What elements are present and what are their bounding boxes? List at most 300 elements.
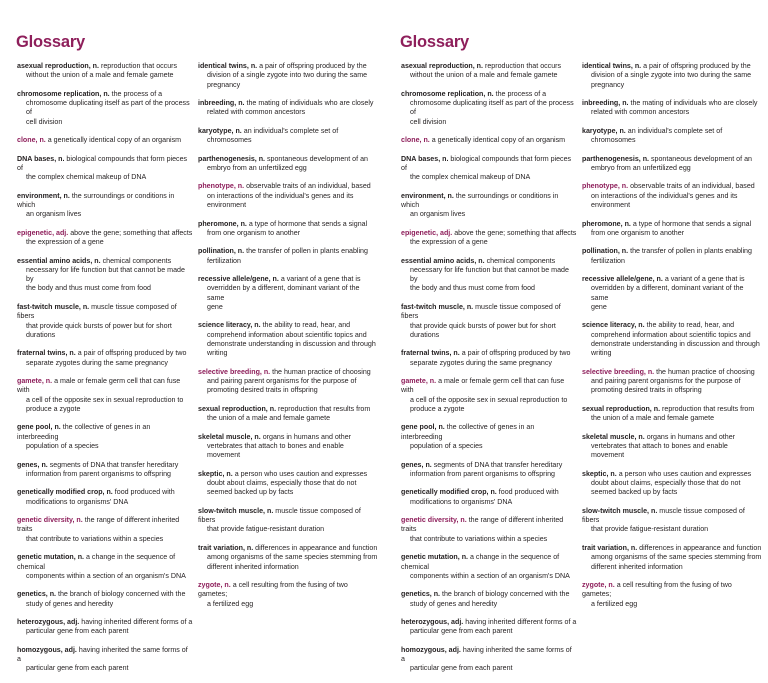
entry-definition-line [198,303,378,312]
glossary-definition-text: without the union of a male and female gamete [410,71,558,80]
entry-first-line [582,127,762,136]
entry-first-line [582,581,762,600]
glossary-definition-text: chromosomes [207,136,252,145]
glossary-term: zygote, n. [582,580,615,589]
entry-definition-line [17,266,193,285]
glossary-term: gene pool, n. [401,423,445,432]
glossary-definition-text: cell division [410,117,447,126]
glossary-definition-text: related with common ancestors [591,108,690,117]
glossary-term: gamete, n. [401,377,437,386]
glossary-definition-text: pregnancy [207,80,241,89]
entry-first-line [198,544,378,553]
entry-first-line [401,155,577,174]
glossary-term: genetic diversity, n. [17,516,83,525]
glossary-definition-text: fertilization [207,256,241,265]
entry-first-line [401,90,577,99]
glossary-entry [401,461,577,480]
glossary-entry [401,423,577,451]
glossary-term: selective breeding, n. [582,367,655,376]
entry-first-line [198,470,378,479]
glossary-entry [17,136,193,145]
entry-first-line [401,62,577,71]
glossary-entry [582,155,762,174]
glossary-term: trait variation, n. [198,543,254,552]
glossary-entry [198,368,378,396]
entry-definition-line [17,498,193,507]
glossary-term: zygote, n. [198,580,231,589]
glossary-definition-text: the expression of a gene [26,238,104,247]
entry-definition-line [17,71,193,80]
entry-definition-line [198,600,378,609]
glossary-term: sexual reproduction, n. [198,404,277,413]
glossary-entry [198,507,378,535]
entry-first-line [401,646,577,665]
glossary-definition-text: spontaneous development of an [267,154,368,163]
glossary-term: fraternal twins, n. [17,349,76,358]
glossary-definition-text: components within a section of an organism's DNA [410,571,570,580]
glossary-definition-text: a cell resulting from the fusing of two gametes; [198,580,348,599]
glossary-column-right [198,62,378,618]
glossary-term: genetic diversity, n. [401,516,467,525]
glossary-entry [401,192,577,220]
glossary-column-right [582,62,762,618]
entry-first-line [198,182,378,191]
glossary-entry [17,488,193,507]
glossary-definition-text: without the union of a male and female gamete [26,71,174,80]
glossary-definition-text: particular gene from each parent [410,627,513,636]
entry-definition-line [401,627,577,636]
entry-first-line [198,247,378,256]
entry-definition-line [17,396,193,405]
glossary-definition-text: promoting desired traits in offspring [591,386,702,395]
glossary-definition-text: a genetically identical copy of an organism [431,136,566,145]
entry-definition-line [582,303,762,312]
glossary-definition-text: a fertilized egg [591,599,638,608]
glossary-definition-text: different inherited information [591,562,683,571]
glossary-entry [401,62,577,81]
entry-first-line [198,321,378,330]
glossary-definition-text: environment [207,201,247,210]
glossary-entry [17,461,193,480]
glossary-definition-text: modifications to organisms' DNA [26,497,129,506]
entry-definition-line [17,405,193,414]
glossary-entry [17,377,193,414]
glossary-entry [198,247,378,266]
glossary-definition-text: seemed backed up by facts [591,488,678,497]
glossary-page-right [384,0,768,673]
entry-definition-line [401,99,577,118]
glossary-definition-text: a genetically identical copy of an organism [47,136,182,145]
entry-definition-line [17,627,193,636]
glossary-term: genetic mutation, n. [17,553,84,562]
glossary-definition-text: embryo from an unfertilized egg [207,163,307,172]
entry-definition-line [401,535,577,544]
glossary-entry [401,229,577,248]
glossary-entry [401,488,577,507]
glossary-definition-text: embryo from an unfertilized egg [591,163,691,172]
glossary-entry [401,553,577,581]
glossary-term: inbreeding, n. [582,99,629,108]
entry-first-line [17,192,193,211]
entry-definition-line [198,442,378,461]
entry-definition-line [582,479,762,488]
glossary-entry [17,90,193,127]
entry-first-line [582,220,762,229]
entry-definition-line [17,664,193,673]
entry-definition-line [582,229,762,238]
glossary-entry [582,368,762,396]
glossary-term: homozygous, adj. [17,645,77,654]
entry-first-line [198,433,378,442]
glossary-term: skeptic, n. [582,469,617,478]
glossary-definition-text: biological compounds that form pieces of [401,154,572,172]
glossary-entry [582,182,762,210]
glossary-entry [17,423,193,451]
entry-definition-line [582,414,762,423]
entry-definition-line [198,284,378,303]
entry-definition-line [401,266,577,285]
glossary-entry [582,470,762,498]
glossary-term: genetically modified crop, n. [17,488,113,497]
entry-first-line [17,646,193,665]
glossary-definition-text: the range of different inherited traits [401,516,564,534]
glossary-term: genetics, n. [17,590,57,599]
glossary-term: gamete, n. [17,377,53,386]
glossary-definition-text: the process of a [111,89,163,98]
glossary-definition-text: reproduction that results from [278,404,371,413]
glossary-definition-text: a change in the sequence of chemical [401,553,560,571]
entry-definition-line [401,405,577,414]
entry-first-line [17,423,193,442]
glossary-term: genetic mutation, n. [401,553,468,562]
glossary-term: recessive allele/gene, n. [198,275,279,284]
entry-definition-line [582,563,762,572]
entry-first-line [582,368,762,377]
glossary-entry [17,155,193,183]
entry-first-line [401,553,577,572]
glossary-column-left [401,62,577,683]
glossary-entry [582,433,762,461]
glossary-term: slow-twitch muscle, n. [582,506,658,515]
entry-definition-line [582,257,762,266]
glossary-definition-text: among organisms of the same species stemming from [591,553,762,562]
glossary-entry [401,590,577,609]
glossary-definition-text: muscle tissue composed of fibers [198,506,361,525]
glossary-term: identical twins, n. [582,62,642,70]
glossary-definition-text: that contribute to variations within a species [26,534,164,543]
glossary-column-left [17,62,193,683]
entry-definition-line [17,535,193,544]
glossary-term: trait variation, n. [582,543,638,552]
glossary-term: fast-twitch muscle, n. [401,302,474,311]
glossary-entry [17,516,193,544]
glossary-definition-text: segments of DNA that transfer hereditary [49,460,179,469]
entry-definition-line [198,349,378,358]
glossary-term: inbreeding, n. [198,99,245,108]
glossary-definition-text: chromosomes [591,136,636,145]
glossary-definition-text: on interactions of the individual's genes and its [591,191,738,200]
glossary-entry [582,275,762,312]
entry-first-line [17,257,193,266]
glossary-definition-text: gene [591,302,607,311]
glossary-entry [582,507,762,535]
glossary-definition-text: the surroundings or conditions in which [401,191,559,210]
glossary-definition-text: vertebrates that attach to bones and enable movement [591,441,728,460]
entry-definition-line [582,81,762,90]
glossary-definition-text: an individual's complete set of [627,126,723,135]
glossary-definition-text: a type of hormone that sends a signal [632,219,752,228]
glossary-definition-text: a change in the sequence of chemical [17,553,176,571]
entry-first-line [582,433,762,442]
entry-definition-line [401,664,577,673]
glossary-term: recessive allele/gene, n. [582,275,663,284]
glossary-definition-text: the transfer of pollen in plants enabling [630,247,752,256]
entry-first-line [198,507,378,526]
glossary-entry [17,553,193,581]
glossary-term: karyotype, n. [582,126,626,135]
entry-definition-line [582,201,762,210]
glossary-entry [401,136,577,145]
glossary-definition-text: particular gene from each parent [410,664,513,673]
entry-first-line [17,303,193,322]
glossary-page-left [0,0,384,673]
glossary-term: essential amino acids, n. [401,256,485,265]
entry-definition-line [198,340,378,349]
glossary-definition-text: a pair of offspring produced by the [259,62,367,70]
entry-definition-line [401,173,577,182]
entry-definition-line [582,377,762,386]
glossary-definition-text: necessary for life function but that cannot be made by [26,265,185,284]
entry-first-line [582,405,762,414]
glossary-entry [582,220,762,239]
glossary-entry [17,303,193,340]
glossary-term: genes, n. [17,460,48,469]
glossary-entry [198,433,378,461]
entry-definition-line [198,71,378,80]
glossary-definition-text: and pairing parent organisms for the purpose of [591,377,741,386]
page-title: Glossary [400,33,470,51]
glossary-definition-text: a variant of a gene that is [280,275,361,284]
entry-first-line [582,155,762,164]
glossary-entry [198,321,378,358]
entry-first-line [17,590,193,599]
entry-first-line [401,488,577,497]
glossary-definition-text: study of genes and heredity [26,599,114,608]
glossary-entry [17,349,193,368]
glossary-definition-text: that provide quick bursts of power but for short durations [26,321,172,339]
glossary-definition-text: related with common ancestors [207,108,306,117]
glossary-definition-text: the human practice of choosing [272,367,371,376]
glossary-entry [198,99,378,118]
glossary-term: parthenogenesis, n. [582,154,650,163]
glossary-definition-text: necessary for life function but that cannot be made by [410,265,569,284]
glossary-definition-text: an individual's complete set of [243,126,339,135]
glossary-term: asexual reproduction, n. [401,62,483,70]
glossary-term: heterozygous, adj. [401,618,464,627]
entry-first-line [401,192,577,211]
entry-first-line [401,618,577,627]
entry-first-line [401,377,577,396]
entry-definition-line [198,108,378,117]
glossary-definition-text: that contribute to variations within a species [410,534,548,543]
entry-definition-line [198,257,378,266]
glossary-entry [198,581,378,609]
entry-definition-line [582,442,762,461]
glossary-definition-text: the process of a [495,89,547,98]
glossary-entry [198,182,378,210]
entry-first-line [582,99,762,108]
glossary-definition-text: the body and thus must come from food [26,284,151,293]
entry-definition-line [401,322,577,341]
entry-first-line [17,488,193,497]
glossary-definition-text: overridden by a different, dominant variant of the same [591,284,744,302]
glossary-definition-text: the transfer of pollen in plants enabling [246,247,368,256]
glossary-term: skeptic, n. [198,469,233,478]
glossary-definition-text: the union of a male and female gamete [591,414,715,423]
entry-definition-line [198,386,378,395]
entry-definition-line [582,386,762,395]
glossary-definition-text: observable traits of an individual, based [246,182,371,191]
glossary-definition-text: the collective of genes in an interbreeding [17,423,151,441]
glossary-definition-text: that provide quick bursts of power but for short durations [410,321,556,339]
glossary-definition-text: having inherited the same forms of a [401,645,572,664]
glossary-definition-text: that provide fatigue-resistant duration [207,525,325,534]
entry-first-line [17,618,193,627]
glossary-definition-text: reproduction that results from [662,404,755,413]
entry-definition-line [582,164,762,173]
entry-definition-line [198,192,378,201]
entry-definition-line [582,136,762,145]
entry-first-line [198,368,378,377]
glossary-definition-text: above the gene; something that affects [454,228,577,237]
glossary-term: chromosome replication, n. [17,89,110,98]
entry-definition-line [401,284,577,293]
glossary-entry [401,516,577,544]
glossary-term: identical twins, n. [198,62,258,70]
entry-definition-line [582,71,762,80]
glossary-term: DNA bases, n. [401,154,449,163]
glossary-definition-text: division of a single zygote into two during the same [591,71,752,80]
glossary-definition-text: a male or female germ cell that can fuse with [17,377,181,395]
glossary-term: pheromone, n. [582,219,631,228]
entry-first-line [17,461,193,470]
glossary-definition-text: particular gene from each parent [26,664,129,673]
entry-first-line [198,155,378,164]
entry-first-line [17,516,193,535]
glossary-term: karyotype, n. [198,126,242,135]
entry-first-line [582,247,762,256]
entry-first-line [401,423,577,442]
entry-first-line [401,516,577,535]
glossary-definition-text: a person who uses caution and expresses [618,469,752,478]
glossary-definition-text: modifications to organisms' DNA [410,497,513,506]
glossary-definition-text: segments of DNA that transfer hereditary [433,460,563,469]
glossary-definition-text: the complex chemical makeup of DNA [26,173,147,182]
glossary-entry [582,247,762,266]
entry-definition-line [582,284,762,303]
glossary-definition-text: chromosome duplicating itself as part of the process of [26,99,190,117]
glossary-definition-text: on interactions of the individual's genes and its [207,191,354,200]
glossary-entry [401,155,577,183]
glossary-definition-text: doubt about claims, especially those that do not [207,479,357,488]
glossary-definition-text: the expression of a gene [410,238,488,247]
glossary-definition-text: writing [591,349,612,358]
glossary-definition-text: from one organism to another [207,228,301,237]
entry-definition-line [198,229,378,238]
glossary-term: parthenogenesis, n. [198,154,266,163]
glossary-definition-text: a person who uses caution and expresses [234,469,368,478]
entry-first-line [198,581,378,600]
glossary-definition-text: seemed backed up by facts [207,488,294,497]
glossary-entry [17,192,193,220]
glossary-term: fast-twitch muscle, n. [17,302,90,311]
glossary-term: phenotype, n. [582,182,629,191]
glossary-definition-text: a fertilized egg [207,599,254,608]
glossary-entry [401,646,577,674]
entry-first-line [198,275,378,284]
glossary-definition-text: separate zygotes during the same pregnancy [410,358,552,367]
glossary-definition-text: a pair of offspring produced by the [643,62,751,70]
glossary-definition-text: the body and thus must come from food [410,284,535,293]
glossary-definition-text: chemical components [102,256,172,265]
glossary-term: skeletal muscle, n. [582,432,645,441]
glossary-definition-text: having inherited different forms of a [465,618,577,627]
glossary-term: sexual reproduction, n. [582,404,661,413]
glossary-definition-text: demonstrate understanding in discussion and through [207,340,376,349]
entry-definition-line [401,396,577,405]
glossary-definition-text: having inherited the same forms of a [17,645,188,664]
entry-first-line [198,99,378,108]
entry-first-line [401,349,577,358]
entry-first-line [401,229,577,238]
glossary-definition-text: components within a section of an organism's DNA [26,571,186,580]
entry-definition-line [198,488,378,497]
glossary-term: slow-twitch muscle, n. [198,506,274,515]
glossary-entry [401,377,577,414]
glossary-entry [198,62,378,90]
glossary-entry [401,90,577,127]
glossary-term: pollination, n. [198,247,245,256]
glossary-entry [401,618,577,637]
glossary-definition-text: the branch of biology concerned with the [442,590,570,599]
entry-definition-line [198,136,378,145]
entry-definition-line [401,442,577,451]
entry-definition-line [401,600,577,609]
glossary-definition-text: muscle tissue composed of fibers [17,302,177,321]
glossary-definition-text: reproduction that occurs [100,62,178,70]
glossary-definition-text: comprehend information about scientific topics and [207,330,367,339]
glossary-definition-text: a pair of offspring produced by two [77,349,187,358]
glossary-entry [17,257,193,294]
glossary-term: clone, n. [17,136,46,145]
glossary-definition-text: writing [207,349,228,358]
glossary-term: genes, n. [401,460,432,469]
glossary-term: DNA bases, n. [17,154,65,163]
glossary-term: fraternal twins, n. [401,349,460,358]
entry-definition-line [401,118,577,127]
entry-definition-line [582,331,762,340]
glossary-definition-text: gene [207,302,223,311]
entry-first-line [582,321,762,330]
glossary-entry [198,405,378,424]
glossary-term: genetics, n. [401,590,441,599]
entry-first-line [198,405,378,414]
glossary-entry [582,99,762,118]
glossary-definition-text: chromosome duplicating itself as part of the process of [410,99,574,117]
entry-definition-line [198,414,378,423]
entry-definition-line [582,488,762,497]
entry-definition-line [17,284,193,293]
